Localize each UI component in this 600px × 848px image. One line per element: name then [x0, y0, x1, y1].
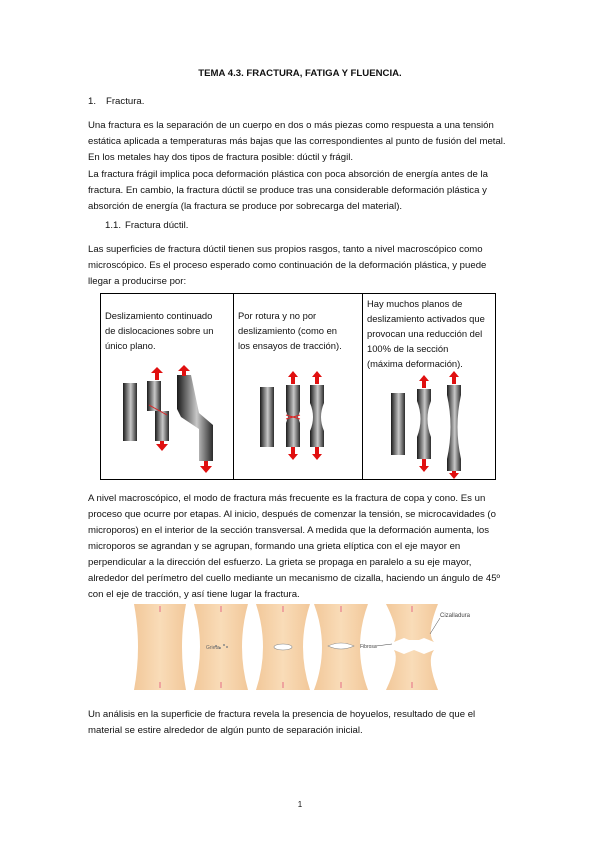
text-line: proceso que ocurre por etapas. Al inicio, después de comenzar la tensión, se microcavidades (o [88, 509, 496, 520]
section-number: 1. [88, 96, 97, 107]
bar-intact [260, 387, 274, 447]
text-line: A nivel macroscópico, el modo de fractura más frecuente es la fractura de copa y cono. Es un [88, 493, 486, 504]
paragraph-cup-cone [88, 491, 512, 603]
paragraph-intro [88, 118, 512, 166]
table-cell-multi-slip [363, 294, 496, 480]
text-line: (máxima deformación). [367, 358, 463, 369]
text-line: estática aplicada a temperaturas más bajas que las correspondientes al punto de fusión del metal. [88, 136, 506, 147]
text-line: único plano. [105, 340, 156, 351]
text-line: Por rotura y no por [238, 310, 317, 321]
text-line: Deslizamiento continuado [105, 310, 213, 321]
paragraph-ductile [88, 242, 512, 290]
mechanisms-table [100, 293, 496, 480]
bar-fully-necked [447, 385, 461, 471]
fibrous-label: Fibrosa [360, 644, 377, 650]
specimen-stage-1 [134, 604, 186, 690]
arrow-down-icon [312, 454, 322, 460]
text-line: alrededor del perímetro del cuello mediante un mecanismo de cizalla, haciendo un ángulo de 45º [88, 573, 501, 584]
text-line: Una fractura es la separación de un cuerpo en dos o más piezas como respuesta a una tensión [88, 120, 494, 131]
bar-intact [391, 393, 405, 455]
bar-slipped [147, 381, 169, 441]
bar-necked [310, 385, 324, 447]
bar-necked [417, 389, 431, 459]
multi-slip-diagram [363, 371, 495, 479]
document-title: TEMA 4.3. FRACTURA, FATIGA Y FLUENCIA. [198, 68, 402, 79]
crack-label: Grieta [206, 645, 220, 651]
text-line: perpendicular a la dirección del esfuerzo. La grieta se propaga en paralelo a su eje mayor, [88, 557, 472, 568]
page-number: 1 [297, 800, 303, 809]
text-line: microporos se agrandan y se agrupan, formando una grieta elíptica con el eje mayor en [88, 541, 461, 552]
text-line: deslizamiento (como en [238, 325, 338, 336]
text-line: de dislocaciones sobre un [105, 325, 214, 336]
subsection-heading: Fractura dúctil. [125, 220, 189, 231]
slip-diagram [101, 365, 231, 477]
text-line: llegar a producirse por: [88, 276, 187, 287]
text-line: deslizamiento activados que [367, 313, 485, 324]
subsection-number: 1.1. [105, 220, 122, 231]
paragraph-dimples [88, 707, 512, 739]
arrow-down-icon [288, 454, 298, 460]
text-line: microporos) en el interior de la sección transversal. A medida que la deformación aumenta, los [88, 525, 490, 536]
text-line: los ensayos de tracción). [238, 340, 342, 351]
text-line: microscópico. Es el proceso esperado como continuación de la deformación plástica, y puede [88, 260, 487, 271]
table-cell-rupture [234, 294, 363, 480]
bar-sheared [177, 375, 213, 461]
text-line: 100% de la sección [367, 343, 449, 354]
text-line: En los metales hay dos tipos de fractura posible: dúctil y frágil. [88, 152, 354, 163]
cell-text [363, 294, 495, 371]
elliptical-crack [274, 644, 292, 650]
cell-text [234, 294, 362, 353]
section-heading: Fractura. [106, 96, 145, 107]
specimen-stage-2 [194, 604, 248, 690]
paragraph-fragile [88, 167, 512, 215]
text-line: absorción de energía (la fractura se produce por sobrecarga del material). [88, 201, 403, 212]
text-line: Hay muchos planos de [367, 298, 463, 309]
text-line: Las superficies de fractura dúctil tienen sus propios rasgos, tanto a nivel macroscópico como [88, 244, 483, 255]
bar-intact [123, 383, 137, 441]
cup-cone-figure [128, 604, 480, 690]
table-cell-slip [101, 294, 234, 480]
rupture-diagram [234, 365, 360, 477]
arrow-down-icon [419, 466, 429, 472]
text-line: material se estire alrededor de algún punto de separación inicial. [88, 725, 363, 736]
text-line: Un análisis en la superficie de fractura revela la presencia de hoyuelos, resultado de que el [88, 709, 476, 720]
text-line: provocan una reducción del [367, 328, 483, 339]
text-line: La fractura frágil implica poca deformación plástica con poca absorción de energía antes de la [88, 169, 488, 180]
text-line: fractura. En cambio, la fractura dúctil se produce tras una considerable deformación plástica y [88, 185, 487, 196]
shear-label: Cizalladura [440, 613, 471, 619]
arrow-down-icon [156, 444, 168, 451]
cell-text [101, 294, 233, 353]
arrow-down-icon [200, 466, 212, 473]
text-line: con el eje de tracción, y así tiene lugar la fractura. [88, 589, 300, 600]
arrow-down-icon [449, 473, 459, 479]
